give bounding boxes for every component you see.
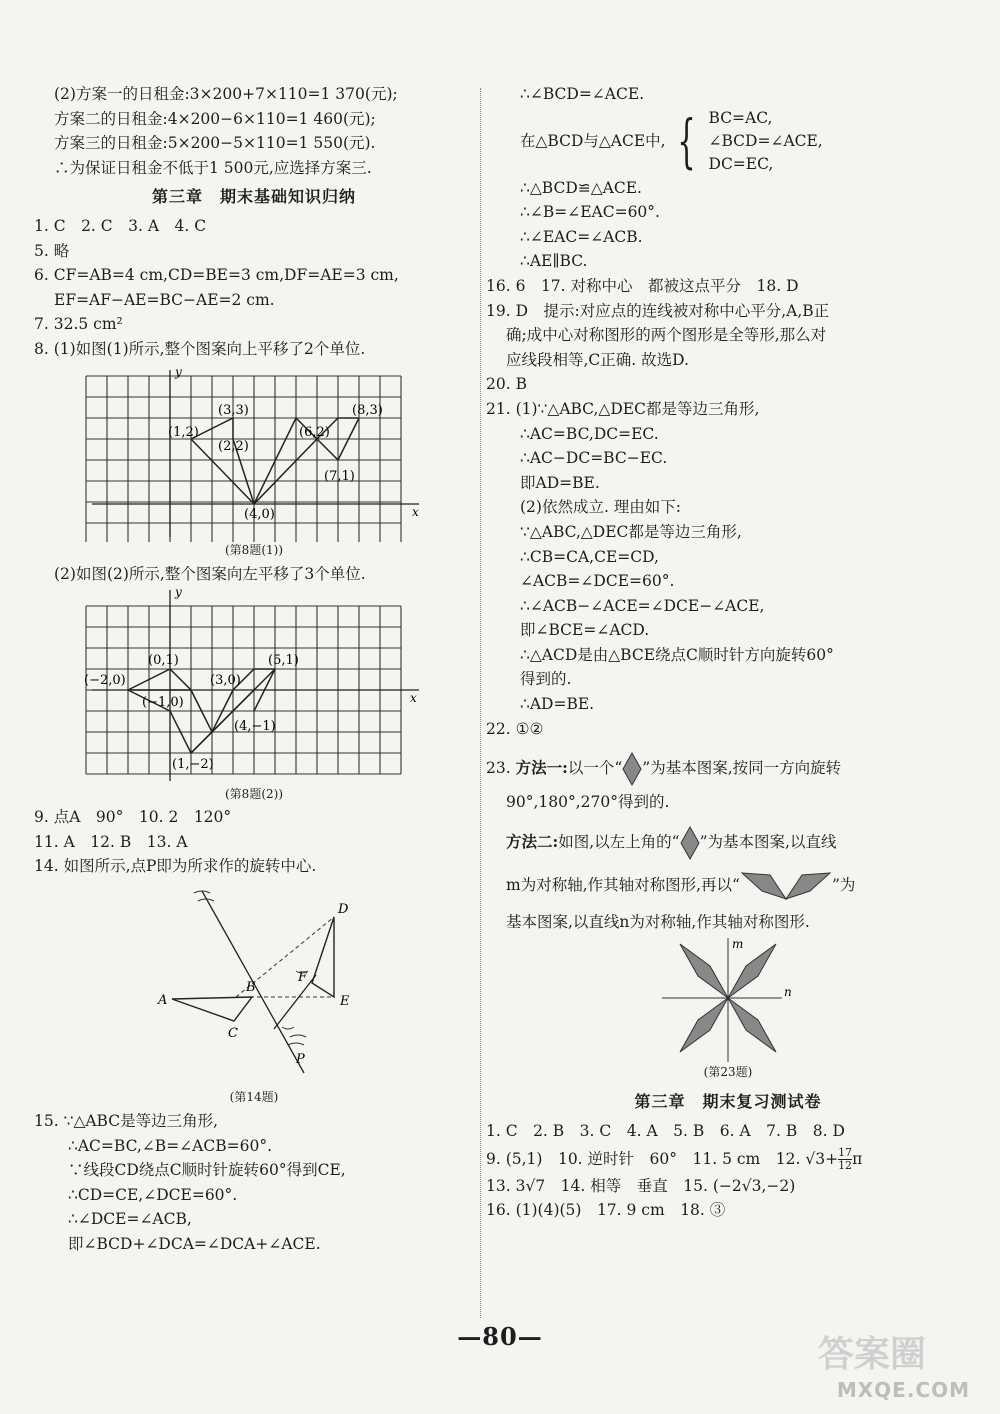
condition: BC=AC, [708, 108, 773, 127]
proof-line: ∴△ACD是由△BCE绕点C顺时针方向旋转60° [520, 645, 834, 664]
answer-line: 21. (1)∵△ABC,△DEC都是等边三角形, [486, 399, 760, 418]
proof-line: ∠ACB=∠DCE=60°. [520, 572, 675, 591]
proof-line: ∴AD=BE. [520, 695, 595, 714]
point-label: (4,−1) [234, 719, 276, 735]
point-label: (5,1) [268, 653, 299, 669]
text-fragment: ”为基本图案,按同一方向旋转 [642, 759, 842, 778]
method-label: 方法二: [506, 831, 559, 851]
point-label: (−1,0) [142, 695, 184, 711]
proof-line: ∴∠EAC=∠ACB. [520, 227, 643, 246]
point-label: (8,3) [352, 402, 383, 418]
figure-caption: (第14题) [229, 1089, 279, 1104]
text-fragment: 9. (5,1) 10. 逆时针 60° 11. 5 cm 12. √3+ [486, 1149, 839, 1168]
left-column [34, 82, 474, 1256]
answer-line: 22. ①② [486, 719, 544, 738]
question-number: 23. [486, 759, 511, 778]
rhombus-pattern-icon [680, 826, 700, 860]
point-label: (−2,0) [84, 673, 126, 689]
proof-line: (2)依然成立. 理由如下: [520, 498, 682, 517]
brace-symbol: { [676, 107, 696, 176]
method-two-line-3: 基本图案,以直线n为对称轴,作其轴对称图形. [506, 912, 810, 931]
rotation-center-figure [134, 879, 374, 1089]
condition: DC=EC, [708, 154, 774, 173]
proof-line: ∴AE∥BC. [520, 252, 588, 271]
point-label: D [338, 901, 349, 917]
method-two-line-2 [486, 868, 970, 902]
grid-figure-2 [84, 586, 424, 786]
method-one-line [486, 751, 970, 786]
text-fragment: m为对称轴,作其轴对称图形,再以“ [506, 875, 740, 894]
proof-line: ∴∠BCD=∠ACE. [520, 85, 645, 103]
y-axis-label: y [175, 364, 182, 379]
answer-line: 11. A 12. B 13. A [34, 832, 188, 851]
text-line: ∴为保证日租金不低于1 500元,应选择方案三. [54, 158, 372, 177]
watermark-text: MXQE.COM [836, 1378, 970, 1402]
answer-line: 14. 如图所示,点P即为所求作的旋转中心. [34, 857, 317, 876]
point-label: C [228, 1025, 238, 1041]
point-label: F [298, 969, 308, 985]
column-divider [480, 88, 481, 1318]
line-label-n: n [784, 985, 792, 1000]
x-axis-label: x [410, 691, 417, 706]
proof-line: 得到的. [520, 670, 572, 689]
proof-line: ∴∠B=∠EAC=60°. [520, 203, 660, 222]
answer-line: 16. 6 17. 对称中心 都被这点平分 18. D [486, 276, 799, 295]
method-one-line-2: 90°,180°,270°得到的. [506, 793, 670, 812]
answer-line: EF=AF−AE=BC−AE=2 cm. [54, 290, 275, 309]
answer-line: 20. B [486, 375, 527, 394]
text-fragment: ”为 [831, 875, 856, 894]
line-label-m: m [732, 937, 744, 952]
figure-caption: (第23题) [703, 1065, 753, 1080]
answer-line: 5. 略 [34, 241, 70, 260]
answer-line: 6. CF=AB=4 cm,CD=BE=3 cm,DF=AE=3 cm, [34, 266, 399, 285]
section-title: 第三章 期末复习测试卷 [634, 1092, 822, 1112]
proof-line: 15. ∵△ABC是等边三角形, [34, 1111, 219, 1130]
proof-line: ∴CD=CE,∠DCE=60°. [68, 1185, 238, 1204]
point-label: (7,1) [324, 468, 355, 484]
proof-line: ∴AC=BC,DC=EC. [520, 424, 659, 443]
arc-marks [194, 891, 308, 1045]
proof-line: ∴∠ACB−∠ACE=∠DCE−∠ACE, [520, 596, 765, 615]
x-axis-label: x [412, 504, 419, 519]
point-label: (4,0) [244, 506, 275, 522]
point-label: (0,1) [148, 653, 179, 669]
rhombus-pattern-icon [622, 752, 642, 786]
answer-line [486, 1144, 970, 1174]
point-label: B [246, 979, 256, 995]
condition: ∠BCD=∠ACE, [708, 131, 823, 150]
pinwheel-figure [658, 936, 798, 1064]
point-label: E [340, 993, 350, 1009]
text-fragment: π [852, 1149, 863, 1168]
answer-line: 1. C 2. C 3. A 4. C [34, 216, 207, 235]
v-shape-pattern-icon [740, 871, 832, 901]
proof-line: 即∠BCE=∠ACD. [520, 621, 650, 640]
proof-line: 即∠BCD+∠DCA=∠DCA+∠ACE. [68, 1234, 321, 1253]
answer-line: 13. 3√7 14. 相等 垂直 15. (−2√3,−2) [486, 1176, 796, 1195]
method-two-line [486, 825, 970, 860]
perpendicular-bisector [274, 975, 316, 1029]
answer-line: 16. (1)(4)(5) 17. 9 cm 18. ③ [486, 1201, 726, 1220]
proof-line: 即AD=BE. [520, 473, 600, 492]
brace-lead: 在△BCD与△ACE中, [520, 131, 666, 150]
proof-line: ∴∠DCE=∠ACB, [68, 1210, 192, 1229]
text-fragment: 如图,以左上角的“ [558, 832, 680, 851]
proof-line: ∵△ABC,△DEC都是等边三角形, [520, 522, 742, 541]
text-line: 方案二的日租金:4×200−6×110=1 460(元); [54, 109, 376, 128]
text-fragment: 以一个“ [567, 759, 623, 778]
right-column [486, 82, 970, 1223]
point-label: A [158, 992, 168, 1008]
point-label: P [296, 1051, 305, 1067]
answer-line: 7. 32.5 cm² [34, 315, 123, 334]
point-label: (6,2) [299, 424, 330, 440]
point-label: (1,2) [168, 424, 199, 440]
point-label: (2,2) [218, 438, 249, 454]
brace-items [709, 107, 823, 176]
watermark-logo-text: 答案圈 [818, 1334, 927, 1375]
text-line: 方案三的日租金:5×200−5×110=1 550(元). [54, 134, 376, 153]
answer-line: 8. (1)如图(1)所示,整个图案向上平移了2个单位. [34, 339, 366, 358]
congruence-conditions [486, 107, 970, 176]
fraction [838, 1147, 852, 1172]
text-line: (2)方案一的日租金:3×200+7×110=1 370(元); [54, 85, 398, 103]
triangle-abc [172, 997, 252, 1021]
point-label: (3,0) [210, 673, 241, 689]
proof-line: ∴△BCD≌△ACE. [520, 178, 642, 197]
answer-line: (2)如图(2)所示,整个图案向左平移了3个单位. [54, 564, 366, 583]
figure-caption: (第8题(1)) [225, 542, 283, 557]
answer-line: 应线段相等,C正确. 故选D. [506, 350, 689, 369]
answer-line: 9. 点A 90° 10. 2 120° [34, 808, 232, 827]
triangle-def [312, 917, 334, 997]
y-axis-label: y [175, 586, 182, 600]
proof-line: ∴AC=BC,∠B=∠ACB=60°. [68, 1136, 272, 1155]
point-label: (1,−2) [172, 757, 214, 773]
numerator: 17 [838, 1146, 853, 1160]
section-title: 第三章 期末基础知识归纳 [151, 187, 356, 207]
proof-line: ∴AC−DC=BC−EC. [520, 449, 668, 468]
proof-line: ∵线段CD绕点C顺时针旋转60°得到CE, [68, 1161, 346, 1180]
answer-line: 19. D 提示:对应点的连线被对称中心平分,A,B正 [486, 301, 830, 320]
denominator: 12 [838, 1159, 853, 1173]
answer-line: 1. C 2. B 3. C 4. A 5. B 6. A 7. B 8. D [486, 1122, 845, 1141]
figure-caption: (第8题(2)) [225, 787, 283, 802]
proof-line: ∴CB=CA,CE=CD, [520, 547, 659, 566]
point-label: (3,3) [218, 402, 249, 418]
page-number: —80— [457, 1322, 543, 1351]
text-fragment: ”为基本图案,以直线 [699, 832, 837, 851]
method-label: 方法一: [515, 758, 568, 778]
grid-figure-1 [84, 362, 424, 542]
answer-line: 确;成中心对称图形的两个图形是全等形,那么对 [506, 326, 827, 345]
